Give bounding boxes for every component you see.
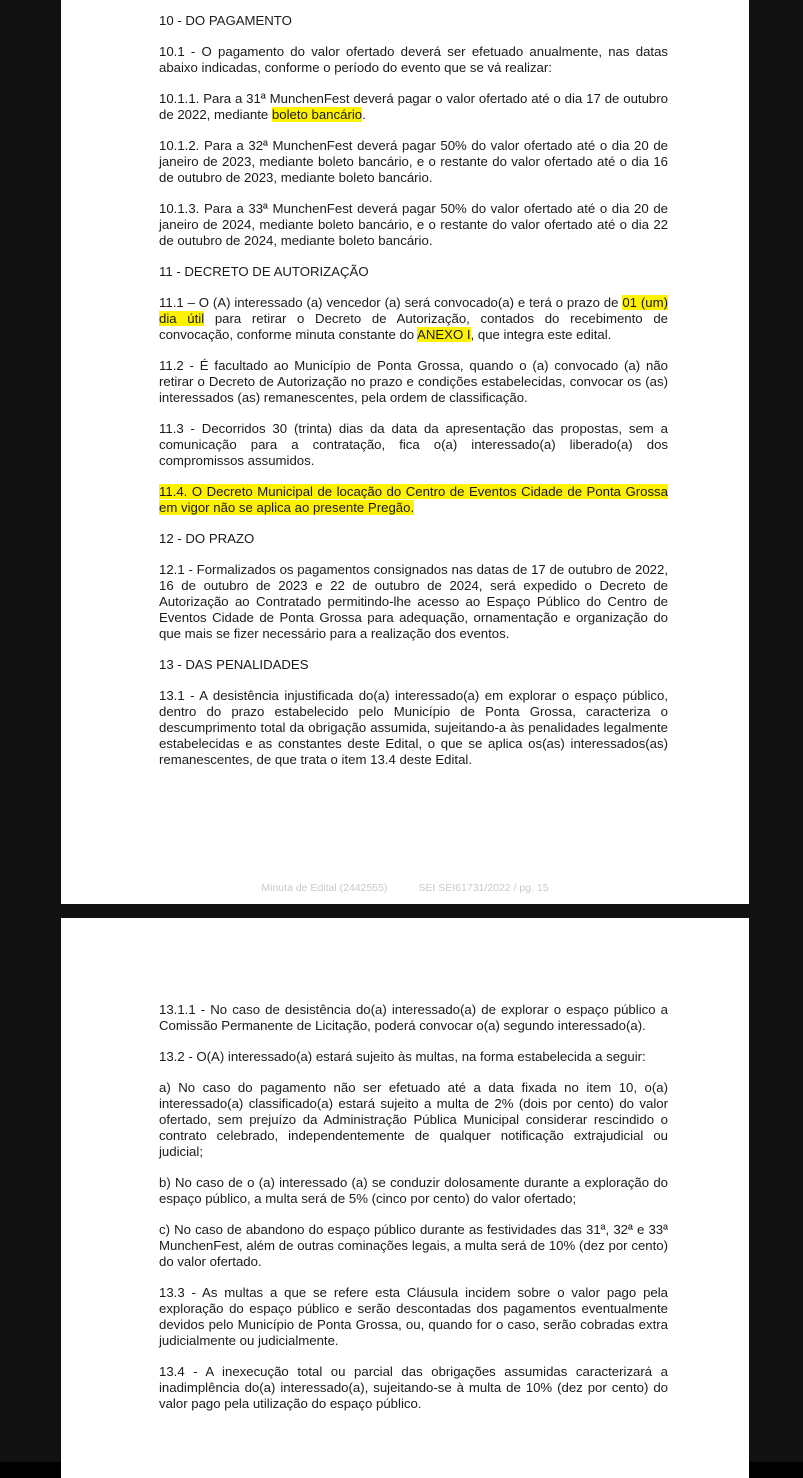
- highlighted-text: ANEXO I: [417, 327, 471, 342]
- clause-text: .: [362, 107, 366, 122]
- highlighted-text: 11.4. O Decreto Municipal de locação do Centro de Eventos Cidade de Ponta Grossa em vigor não se aplica ao presente Pregão.: [159, 484, 668, 515]
- clause-11-3: 11.3 - Decorridos 30 (trinta) dias da data da apresentação das propostas, sem a comunicação para a contratação, fica o(a) interessado(a) liberado(a) dos compromissos assumidos.: [159, 421, 668, 468]
- clause-11-1: [159, 295, 668, 343]
- clause-text: 11.1 – O (A) interessado (a) vencedor (a) será convocado(a) e terá o prazo de: [159, 295, 623, 310]
- footer-document-name: Minuta de Edital (2442555): [261, 882, 388, 894]
- clause-12-1: 12.1 - Formalizados os pagamentos consignados nas datas de 17 de outubro de 2022, 16 de outubro de 2023 e 22 de outubro de 2024, será expedido o Decreto de Autorização ao Contratado permitindo-lhe acesso ao Espaço Público do Centro de Eventos Cidade de Ponta Grossa para adequação, ornamentação e organização do que mais se fizer necessário para a realização dos eventos.: [159, 562, 668, 641]
- document-page-15: [61, 0, 749, 904]
- clause-13-1: 13.1 - A desistência injustificada do(a) interessado(a) em explorar o espaço público, dentro do prazo estabelecido pelo Município de Ponta Grossa, caracteriza o descumprimento total da obrigação assumida, sujeitando-a às penalidades legalmente estabelecidas e as constantes deste Edital, o que se aplica os(as) interessados(as) remanescentes, de que trata o item 13.4 deste Edital.: [159, 688, 668, 767]
- page-content: [159, 13, 668, 783]
- page-footer: [61, 882, 749, 894]
- clause-13-2-c: c) No caso de abandono do espaço público durante as festividades das 31ª, 32ª e 33ª MunchenFest, além de outras cominações legais, a multa será de 10% (dez por cento) do valor ofertado.: [159, 1222, 668, 1269]
- document-page-16: [61, 918, 749, 1478]
- page-divider: [0, 904, 803, 918]
- clause-13-2-a: a) No caso do pagamento não ser efetuado até a data fixada no item 10, o(a) interessado(a) classificado(a) estará sujeito a multa de 2% (dois por cento) do valor ofertado, sem prejuízo da Administração Pública Municipal considerar rescindido o contrato celebrado, independentemente de qualquer notificação extrajudicial ou judicial;: [159, 1080, 668, 1159]
- clause-text: , que integra este edital.: [470, 327, 612, 342]
- clause-10-1: 10.1 - O pagamento do valor ofertado deverá ser efetuado anualmente, nas datas abaixo indicadas, conforme o período do evento que se vá realizar:: [159, 44, 668, 75]
- highlighted-text: boleto bancário: [271, 107, 363, 122]
- clause-13-2-b: b) No caso de o (a) interessado (a) se conduzir dolosamente durante a exploração do espaço público, a multa será de 5% (cinco por cento) do valor ofertado;: [159, 1175, 668, 1206]
- section-10-heading: 10 - DO PAGAMENTO: [159, 13, 292, 28]
- clause-11-2: 11.2 - É facultado ao Município de Ponta Grossa, quando o (a) convocado (a) não retirar o Decreto de Autorização no prazo e condições estabelecidas, convocar os (as) interessados (as) remanescentes, pela ordem de classificação.: [159, 358, 668, 405]
- clause-text: 10.1.1. Para a 31ª MunchenFest deverá pagar o valor ofertado até o dia 17 de outubro de 2022, mediante: [159, 91, 668, 122]
- clause-10-1-2: 10.1.2. Para a 32ª MunchenFest deverá pagar 50% do valor ofertado até o dia 20 de janeiro de 2023, mediante boleto bancário, e o restante do valor ofertado até o dia 16 de outubro de 2023, mediante boleto bancário.: [159, 138, 668, 185]
- highlighted-text: 01 (um) dia útil: [159, 295, 668, 326]
- section-11-heading: 11 - DECRETO DE AUTORIZAÇÃO: [159, 264, 369, 279]
- clause-13-2: 13.2 - O(A) interessado(a) estará sujeito às multas, na forma estabelecida a seguir:: [159, 1049, 646, 1064]
- clause-13-3: 13.3 - As multas a que se refere esta Cláusula incidem sobre o valor pago pela exploração do espaço público e serão descontadas dos pagamentos eventualmente devidos pelo Município de Ponta Grossa, ou, quando for o caso, serão cobradas extra judicialmente ou judicialmente.: [159, 1285, 668, 1348]
- clause-13-1-1: 13.1.1 - No caso de desistência do(a) interessado(a) de explorar o espaço público a Comissão Permanente de Licitação, poderá convocar o(a) segundo interessado(a).: [159, 1002, 668, 1033]
- clause-11-4: [159, 484, 668, 516]
- clause-10-1-1: [159, 91, 668, 123]
- clause-text: para retirar o Decreto de Autorização, contados do recebimento de convocação, conforme minuta constante do: [159, 311, 668, 342]
- section-13-heading: 13 - DAS PENALIDADES: [159, 657, 309, 672]
- page-content: [159, 1002, 668, 1427]
- clause-13-4: 13.4 - A inexecução total ou parcial das obrigações assumidas caracterizará a inadimplência do(a) interessado(a), sujeitando-se à multa de 10% (dez por cento) do valor pago pela utilização do espaço público.: [159, 1364, 668, 1411]
- footer-page-reference: SEI SEI61731/2022 / pg. 15: [418, 882, 549, 894]
- section-12-heading: 12 - DO PRAZO: [159, 531, 255, 546]
- clause-10-1-3: 10.1.3. Para a 33ª MunchenFest deverá pagar 50% do valor ofertado até o dia 20 de janeiro de 2024, mediante boleto bancário, e o restante do valor ofertado até o dia 22 de outubro de 2024, mediante boleto bancário.: [159, 201, 668, 248]
